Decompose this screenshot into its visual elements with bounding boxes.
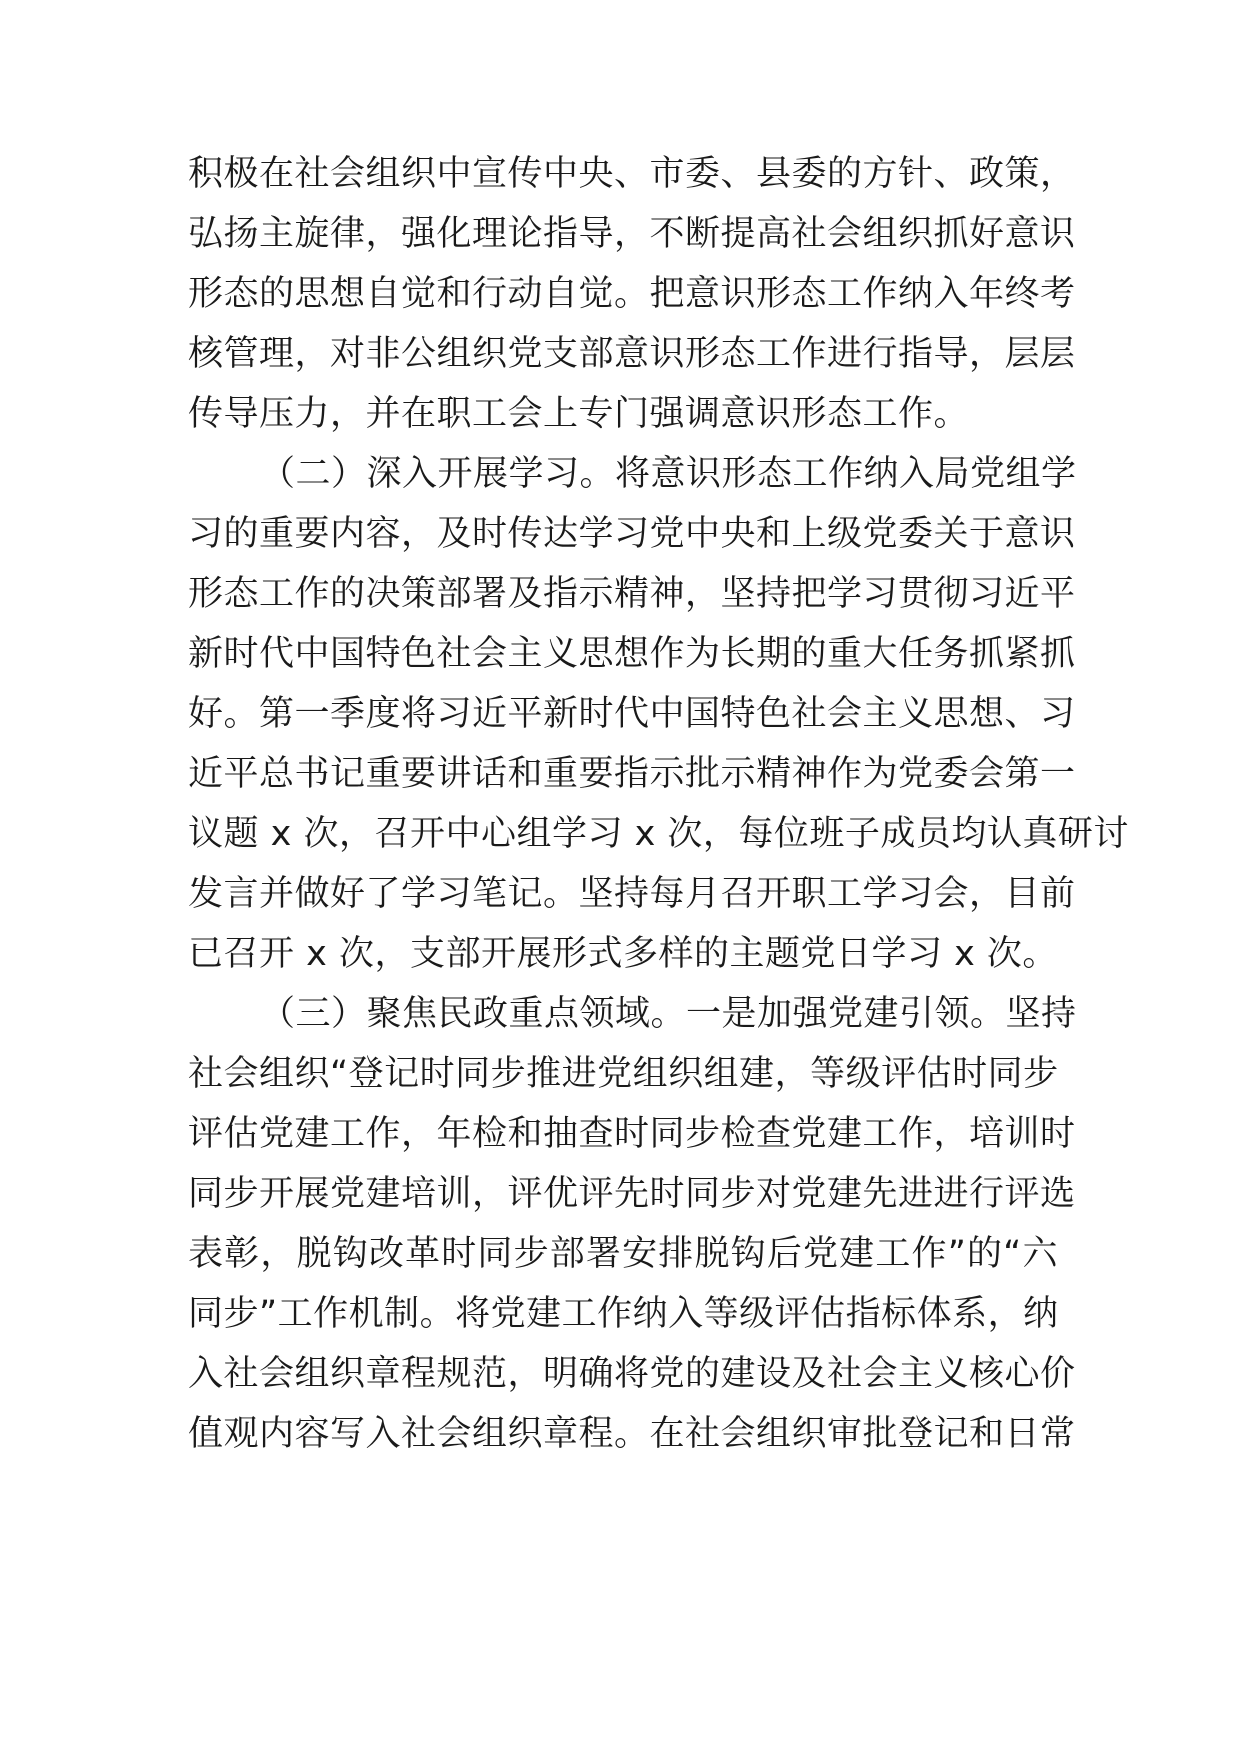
text-line: 形态的思想自觉和行动自觉。把意识形态工作纳入年终考 — [188, 274, 1076, 314]
text-line: 好。第一季度将习近平新时代中国特色社会主义思想、习 — [188, 694, 1076, 734]
text-line: 同步”工作机制。将党建工作纳入等级评估指标体系，纳 — [188, 1294, 1059, 1334]
section-heading-line: （二）深入开展学习。将意识形态工作纳入局党组学 — [260, 454, 1077, 494]
text-line: 社会组织“登记时同步推进党组织组建，等级评估时同步 — [188, 1054, 1059, 1094]
text-line: 入社会组织章程规范，明确将党的建设及社会主义核心价 — [188, 1354, 1076, 1394]
text-line: 值观内容写入社会组织章程。在社会组织审批登记和日常 — [188, 1414, 1076, 1454]
text-line: 积极在社会组织中宣传中央、市委、县委的方针、政策， — [188, 154, 1076, 194]
text-line: 近平总书记重要讲话和重要指示批示精神作为党委会第一 — [188, 754, 1076, 794]
text-line: 同步开展党建培训，评优评先时同步对党建先进进行评选 — [188, 1174, 1076, 1214]
text-line: 评估党建工作，年检和抽查时同步检查党建工作，培训时 — [188, 1114, 1076, 1154]
text-line: 表彰，脱钩改革时同步部署安排脱钩后党建工作”的“六 — [188, 1234, 1058, 1274]
text-line: 核管理，对非公组织党支部意识形态工作进行指导，层层 — [188, 334, 1076, 374]
text-line: 弘扬主旋律，强化理论指导，不断提高社会组织抓好意识 — [188, 214, 1076, 254]
text-line: 形态工作的决策部署及指示精神，坚持把学习贯彻习近平 — [188, 574, 1076, 614]
text-line: 议题 x 次，召开中心组学习 x 次，每位班子成员均认真研讨 — [188, 814, 1129, 854]
text-line: 习的重要内容，及时传达学习党中央和上级党委关于意识 — [188, 514, 1076, 554]
text-line: 传导压力，并在职工会上专门强调意识形态工作。 — [188, 394, 970, 434]
section-heading-line: （三）聚焦民政重点领域。一是加强党建引领。坚持 — [260, 994, 1077, 1034]
text-line: 新时代中国特色社会主义思想作为长期的重大任务抓紧抓 — [188, 634, 1076, 674]
text-line: 发言并做好了学习笔记。坚持每月召开职工学习会，目前 — [188, 874, 1076, 914]
text-line: 已召开 x 次，支部开展形式多样的主题党日学习 x 次。 — [188, 934, 1058, 974]
